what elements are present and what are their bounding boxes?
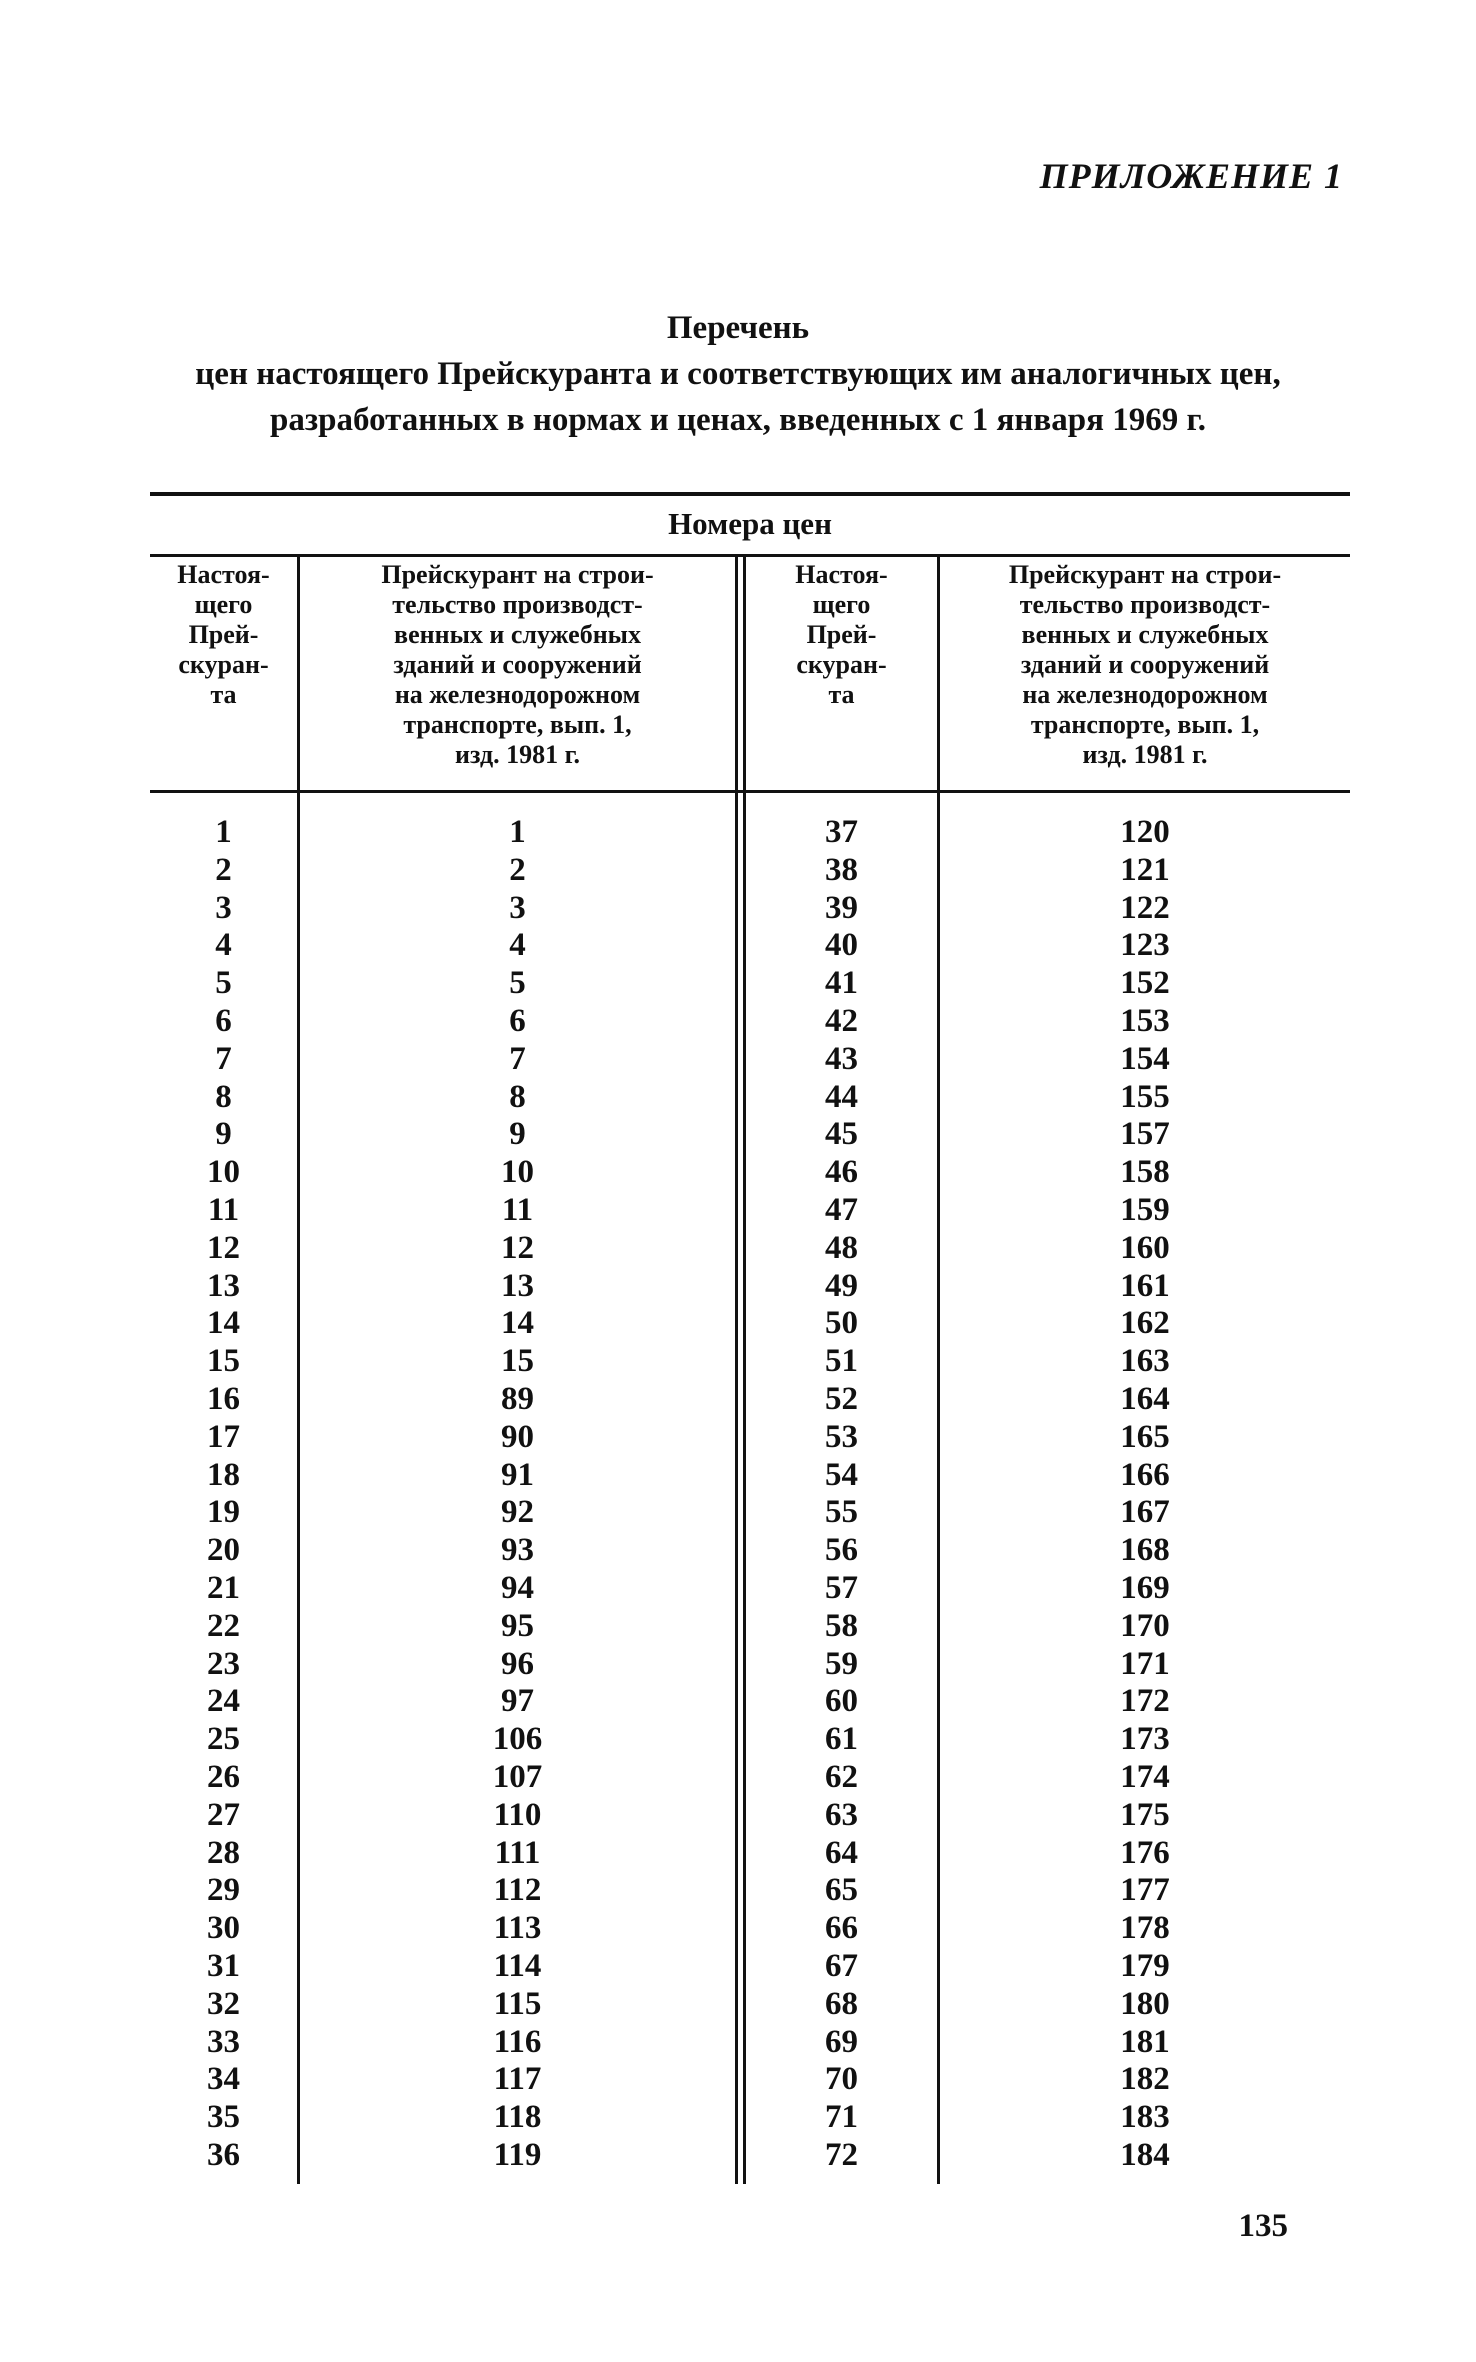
table-cell: 94: [501, 1569, 534, 1606]
table-cell: 15: [207, 1343, 240, 1380]
table-cell: 8: [215, 1078, 232, 1115]
table-cell: 53: [825, 1418, 858, 1455]
table-cell: 13: [207, 1267, 240, 1304]
table-cell: 153: [1120, 1002, 1170, 1039]
table-cell: 154: [1120, 1040, 1170, 1077]
table-cell: 120: [1120, 814, 1170, 850]
table-cell: 66: [825, 1910, 858, 1947]
table-cell: 174: [1120, 1758, 1170, 1795]
table-cell: 160: [1120, 1229, 1170, 1266]
table-cell: 161: [1120, 1267, 1170, 1304]
table-cell: 157: [1120, 1116, 1170, 1153]
table-cell: 71: [825, 2099, 858, 2136]
table-cell: 64: [825, 1834, 858, 1871]
table-cell: 19: [207, 1494, 240, 1531]
table-cell: 107: [492, 1758, 543, 1795]
table-cell: 92: [501, 1494, 534, 1531]
header-reference-left: Прейскурант на строи- тельство производст- венных и служебных зданий и сооружений на железнодорожном транспорте, вып. 1, изд. 1981 г.: [381, 560, 654, 769]
group-header-rule: [150, 554, 1350, 557]
table-cell: 152: [1120, 965, 1170, 1002]
table-cell: 21: [207, 1569, 240, 1606]
table-cell: 35: [207, 2099, 240, 2136]
table-cell: 27: [207, 1796, 240, 1833]
table-cell: 12: [207, 1229, 240, 1266]
table-cell: 169: [1120, 1569, 1170, 1606]
table-cell: 8: [509, 1078, 526, 1115]
table-cell: 168: [1120, 1532, 1170, 1569]
table-cell: 49: [825, 1267, 858, 1304]
table-cell: 48: [825, 1229, 858, 1266]
table-cell: 18: [207, 1456, 240, 1493]
table-cell: 11: [207, 1191, 240, 1228]
column-left-reference: [300, 814, 735, 2175]
table-cell: 123: [1120, 927, 1170, 964]
table-cell: 159: [1120, 1191, 1170, 1228]
table-cell: 113: [493, 1910, 542, 1947]
table-cell: 54: [825, 1456, 858, 1493]
table-cell: 181: [1120, 2023, 1170, 2060]
table-cell: 65: [825, 1872, 858, 1909]
table-cell: 4: [509, 927, 526, 964]
table-cell: 72: [825, 2136, 858, 2173]
header-current-left: Настоя- щего Прей- скуран- та: [177, 560, 270, 709]
table-cell: 61: [825, 1721, 858, 1758]
table-cell: 182: [1120, 2061, 1170, 2098]
title-line-2: цен настоящего Прейскуранта и соответствующих им аналогичных цен,: [195, 356, 1281, 392]
table-cell: 56: [825, 1532, 858, 1569]
table-cell: 122: [1120, 889, 1170, 926]
document-title: [130, 305, 1346, 443]
table-cell: 67: [825, 1947, 858, 1984]
table-cell: 23: [207, 1645, 240, 1682]
table-cell: 1: [215, 814, 232, 850]
table-cell: 20: [207, 1532, 240, 1569]
table-cell: 170: [1120, 1607, 1170, 1644]
table-cell: 166: [1120, 1456, 1170, 1493]
table-cell: 6: [215, 1002, 232, 1039]
table-cell: 52: [825, 1380, 858, 1417]
table-cell: 177: [1120, 1872, 1170, 1909]
table-cell: 17: [207, 1418, 240, 1455]
table-cell: 69: [825, 2023, 858, 2060]
table-cell: 114: [493, 1947, 542, 1984]
table-cell: 163: [1120, 1343, 1170, 1380]
table-cell: 110: [493, 1796, 542, 1833]
table-cell: 63: [825, 1796, 858, 1833]
table-cell: 175: [1120, 1796, 1170, 1833]
table-cell: 4: [215, 927, 232, 964]
page-number: 135: [1238, 2208, 1288, 2244]
table-cell: 43: [825, 1040, 858, 1077]
table-cell: 3: [215, 889, 232, 926]
price-correspondence-table: [150, 492, 1350, 2192]
table-cell: 44: [825, 1078, 858, 1115]
table-cell: 1: [509, 814, 526, 850]
table-cell: 55: [825, 1494, 858, 1531]
column-right-reference: [940, 814, 1350, 2175]
table-cell: 24: [207, 1683, 240, 1720]
table-cell: 173: [1120, 1721, 1170, 1758]
table-cell: 95: [501, 1607, 534, 1644]
table-cell: 167: [1120, 1494, 1170, 1531]
table-cell: 38: [825, 851, 858, 888]
table-cell: 14: [501, 1305, 534, 1342]
table-cell: 62: [825, 1758, 858, 1795]
table-cell: 172: [1120, 1683, 1170, 1720]
table-cell: 2: [215, 851, 232, 888]
table-cell: 51: [825, 1343, 858, 1380]
table-cell: 121: [1120, 851, 1170, 888]
table-cell: 165: [1120, 1418, 1170, 1455]
table-cell: 10: [501, 1154, 534, 1191]
table-cell: 31: [207, 1947, 240, 1984]
table-cell: 90: [501, 1418, 534, 1455]
table-cell: 46: [825, 1154, 858, 1191]
table-cell: 7: [215, 1040, 232, 1077]
table-cell: 42: [825, 1002, 858, 1039]
table-cell: 164: [1120, 1380, 1170, 1417]
table-cell: 47: [825, 1191, 858, 1228]
table-cell: 3: [509, 889, 526, 926]
table-cell: 39: [825, 889, 858, 926]
table-cell: 68: [825, 1985, 858, 2022]
table-cell: 97: [501, 1683, 534, 1720]
table-cell: 59: [825, 1645, 858, 1682]
table-top-rule: [150, 492, 1350, 496]
table-cell: 118: [493, 2099, 542, 2136]
table-cell: 96: [501, 1645, 534, 1682]
table-cell: 36: [207, 2136, 240, 2173]
table-cell: 26: [207, 1758, 240, 1795]
table-cell: 93: [501, 1532, 534, 1569]
table-cell: 30: [207, 1910, 240, 1947]
table-cell: 116: [493, 2023, 542, 2060]
table-cell: 15: [501, 1343, 534, 1380]
table-cell: 176: [1120, 1834, 1170, 1871]
table-cell: 91: [501, 1456, 534, 1493]
table-cell: 179: [1120, 1947, 1170, 1984]
center-divider-a: [735, 554, 738, 2184]
table-cell: 89: [501, 1380, 534, 1417]
table-cell: 119: [493, 2136, 542, 2173]
table-cell: 70: [825, 2061, 858, 2098]
table-cell: 112: [493, 1872, 542, 1909]
table-cell: 158: [1120, 1154, 1170, 1191]
column-right-current: [746, 814, 937, 2175]
table-cell: 117: [493, 2061, 542, 2098]
table-cell: 41: [825, 965, 858, 1002]
table-cell: 9: [509, 1116, 526, 1153]
table-cell: 171: [1120, 1645, 1170, 1682]
table-cell: 5: [509, 965, 526, 1002]
table-cell: 32: [207, 1985, 240, 2022]
title-line-3: разработанных в нормах и ценах, введенных с 1 января 1969 г.: [270, 402, 1206, 438]
table-cell: 162: [1120, 1305, 1170, 1342]
table-cell: 184: [1120, 2136, 1170, 2173]
table-cell: 37: [825, 814, 858, 850]
table-cell: 40: [825, 927, 858, 964]
table-cell: 115: [493, 1985, 542, 2022]
header-current-right: Настоя- щего Прей- скуран- та: [795, 560, 888, 709]
table-cell: 5: [215, 965, 232, 1002]
column-left-current: [150, 814, 297, 2175]
table-cell: 57: [825, 1569, 858, 1606]
header-reference-right: Прейскурант на строи- тельство производст- венных и служебных зданий и сооружений на железнодорожном транспорте, вып. 1, изд. 1981 г.: [1008, 560, 1282, 769]
title-line-1: Перечень: [666, 310, 810, 346]
table-cell: 45: [825, 1116, 858, 1153]
table-cell: 29: [207, 1872, 240, 1909]
table-cell: 34: [207, 2061, 240, 2098]
table-cell: 60: [825, 1683, 858, 1720]
table-cell: 7: [509, 1040, 526, 1077]
table-cell: 12: [501, 1229, 534, 1266]
table-cell: 58: [825, 1607, 858, 1644]
table-cell: 13: [501, 1267, 534, 1304]
table-cell: 6: [509, 1002, 526, 1039]
table-cell: 28: [207, 1834, 240, 1871]
table-cell: 11: [501, 1191, 534, 1228]
table-cell: 183: [1120, 2099, 1170, 2136]
table-cell: 178: [1120, 1910, 1170, 1947]
table-cell: 10: [207, 1154, 240, 1191]
table-cell: 111: [494, 1834, 541, 1871]
table-cell: 33: [207, 2023, 240, 2060]
header-bottom-rule: [150, 790, 1350, 793]
group-header: Номера цен: [668, 506, 832, 541]
table-cell: 180: [1120, 1985, 1170, 2022]
table-cell: 9: [215, 1116, 232, 1153]
appendix-label: ПРИЛОЖЕНИЕ 1: [1039, 156, 1343, 196]
table-cell: 2: [509, 851, 526, 888]
table-cell: 22: [207, 1607, 240, 1644]
table-cell: 14: [207, 1305, 240, 1342]
table-cell: 25: [207, 1721, 240, 1758]
table-cell: 155: [1120, 1078, 1170, 1115]
table-cell: 106: [492, 1721, 543, 1758]
table-cell: 50: [825, 1305, 858, 1342]
table-cell: 16: [207, 1380, 240, 1417]
